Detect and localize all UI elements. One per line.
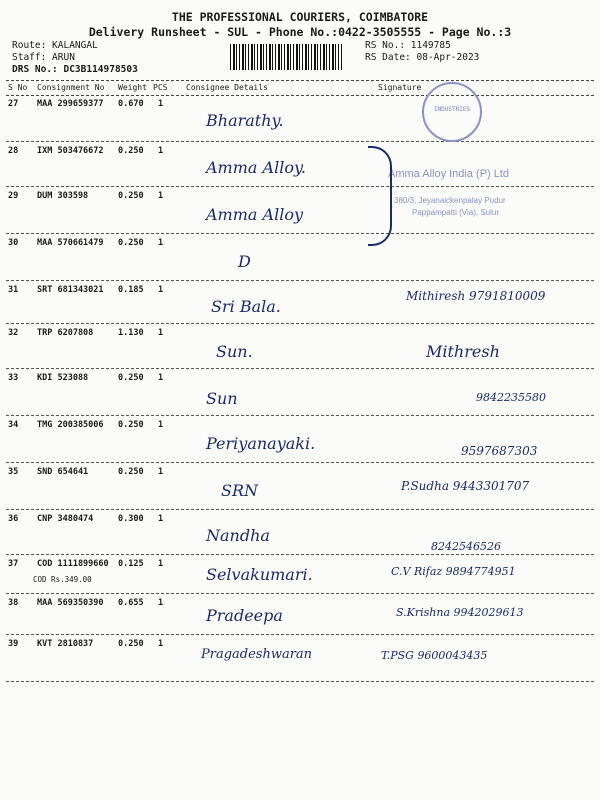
table-row [6, 635, 594, 682]
pcs: 1 [158, 373, 164, 383]
table-row [6, 95, 594, 142]
signature: C.V Rifaz 9894774951 [391, 565, 516, 578]
table-row [6, 369, 594, 416]
weight: 0.250 [118, 146, 144, 156]
weight: 0.250 [118, 238, 144, 248]
route-label: Route: KALANGAL [12, 40, 98, 51]
sno: 38 [8, 598, 19, 608]
signature: P.Sudha 9443301707 [401, 479, 530, 493]
table-row [6, 594, 594, 635]
signature: 9842235580 [476, 391, 546, 404]
col-sno: S No [8, 83, 28, 92]
col-signature: Signature [378, 83, 422, 92]
industries-stamp [422, 82, 482, 142]
consignee-name: Bharathy. [206, 111, 284, 130]
rs-number: RS No.: 1149785 [365, 40, 451, 51]
consignment-no: MAA 570661479 [37, 238, 104, 248]
table-row [6, 416, 594, 463]
sno: 39 [8, 639, 19, 649]
pcs: 1 [158, 559, 164, 569]
pcs: 1 [158, 467, 164, 477]
consignee-name: Periyanayaki. [206, 434, 316, 453]
consignment-no: TMG 200385006 [37, 420, 104, 430]
consignment-no: MAA 299659377 [37, 99, 104, 109]
signature: T.PSG 9600043435 [381, 649, 488, 662]
weight: 0.250 [118, 420, 144, 430]
cod-amount: COD Rs.349.00 [33, 575, 92, 584]
consignment-no: SRT 681343021 [37, 285, 104, 295]
consignee-name: Sun. [216, 342, 253, 361]
company-stamp-address: 380/3, Jeyanaickenpalay Pudur [394, 196, 506, 205]
pcs: 1 [158, 639, 164, 649]
pcs: 1 [158, 238, 164, 248]
consignment-no: KVT 2810837 [37, 639, 94, 649]
signature-phone: 8242546526 [431, 540, 501, 553]
weight: 0.250 [118, 639, 144, 649]
consignment-no: DUM 303598 [37, 191, 89, 201]
table-row [6, 324, 594, 369]
signature: S.Krishna 9942029613 [396, 606, 524, 619]
sno: 35 [8, 467, 19, 477]
consignment-no: SND 654641 [37, 467, 89, 477]
weight: 0.300 [118, 514, 144, 524]
table-header [6, 80, 594, 96]
stamp-text: INDUSTRIES [433, 106, 471, 113]
consignee-name: Amma Alloy. [206, 158, 306, 177]
sno: 32 [8, 328, 19, 338]
barcode [230, 44, 342, 70]
company-stamp-city: Pappampatti (Via), Sulur [412, 208, 500, 217]
consignment-no: IXM 503476672 [37, 146, 104, 156]
drs-number: DRS No.: DC3B114978503 [12, 64, 138, 75]
sno: 31 [8, 285, 19, 295]
consignee-name: Sun [206, 389, 238, 408]
consignee-name: Pradeepa [206, 606, 283, 625]
table-row [6, 142, 594, 187]
weight: 0.250 [118, 191, 144, 201]
signature: Mithiresh 9791810009 [406, 289, 546, 303]
weight: 0.250 [118, 467, 144, 477]
consignment-no: MAA 569350390 [37, 598, 104, 608]
sno: 29 [8, 191, 19, 201]
consignee-name: Pragadeshwaran [201, 647, 313, 662]
sno: 33 [8, 373, 19, 383]
consignment-no: CNP 3480474 [37, 514, 94, 524]
table-row [6, 234, 594, 281]
pcs: 1 [158, 420, 164, 430]
pcs: 1 [158, 598, 164, 608]
pcs: 1 [158, 328, 164, 338]
weight: 0.250 [118, 373, 144, 383]
sno: 28 [8, 146, 19, 156]
pcs: 1 [158, 514, 164, 524]
page-subtitle: Delivery Runsheet - SUL - Phone No.:0422-3505555 - Page No.:3 [88, 25, 512, 39]
table-row [6, 187, 594, 234]
consignee-name: D [238, 252, 251, 271]
consignment-no: KDI 523088 [37, 373, 89, 383]
table-row [6, 555, 594, 594]
consignee-name: Sri Bala. [211, 297, 281, 316]
consignment-no: TRP 6207808 [37, 328, 94, 338]
table-row [6, 463, 594, 510]
table-row [6, 281, 594, 324]
signature: Mithresh [426, 342, 500, 361]
sno: 30 [8, 238, 19, 248]
consignee-name: Amma Alloy [206, 205, 303, 224]
weight: 1.130 [118, 328, 144, 338]
weight: 0.670 [118, 99, 144, 109]
weight: 0.185 [118, 285, 144, 295]
weight: 0.655 [118, 598, 144, 608]
consignee-name: Nandha [206, 526, 270, 545]
pcs: 1 [158, 285, 164, 295]
pcs: 1 [158, 146, 164, 156]
sno: 34 [8, 420, 19, 430]
consignee-name: Selvakumari. [206, 565, 313, 584]
sno: 37 [8, 559, 19, 569]
col-consignment: Consignment No [37, 83, 105, 92]
table-row [6, 510, 594, 555]
col-consignee: Consignee Details [186, 83, 268, 92]
signature: 9597687303 [461, 444, 538, 458]
rs-date: RS Date: 08-Apr-2023 [365, 52, 480, 63]
col-pcs: PCS [153, 83, 168, 92]
sno: 36 [8, 514, 19, 524]
consignment-no: COD 1111899660 [37, 559, 109, 569]
pcs: 1 [158, 99, 164, 109]
consignee-name: SRN [221, 481, 259, 500]
staff-label: Staff: ARUN [12, 52, 75, 63]
page-title: THE PROFESSIONAL COURIERS, COIMBATORE [171, 10, 429, 24]
handwritten-bracket [368, 146, 392, 246]
company-stamp-name: Amma Alloy India (P) Ltd [388, 168, 510, 180]
pcs: 1 [158, 191, 164, 201]
col-weight: Weight [118, 83, 147, 92]
sno: 27 [8, 99, 19, 109]
weight: 0.125 [118, 559, 144, 569]
